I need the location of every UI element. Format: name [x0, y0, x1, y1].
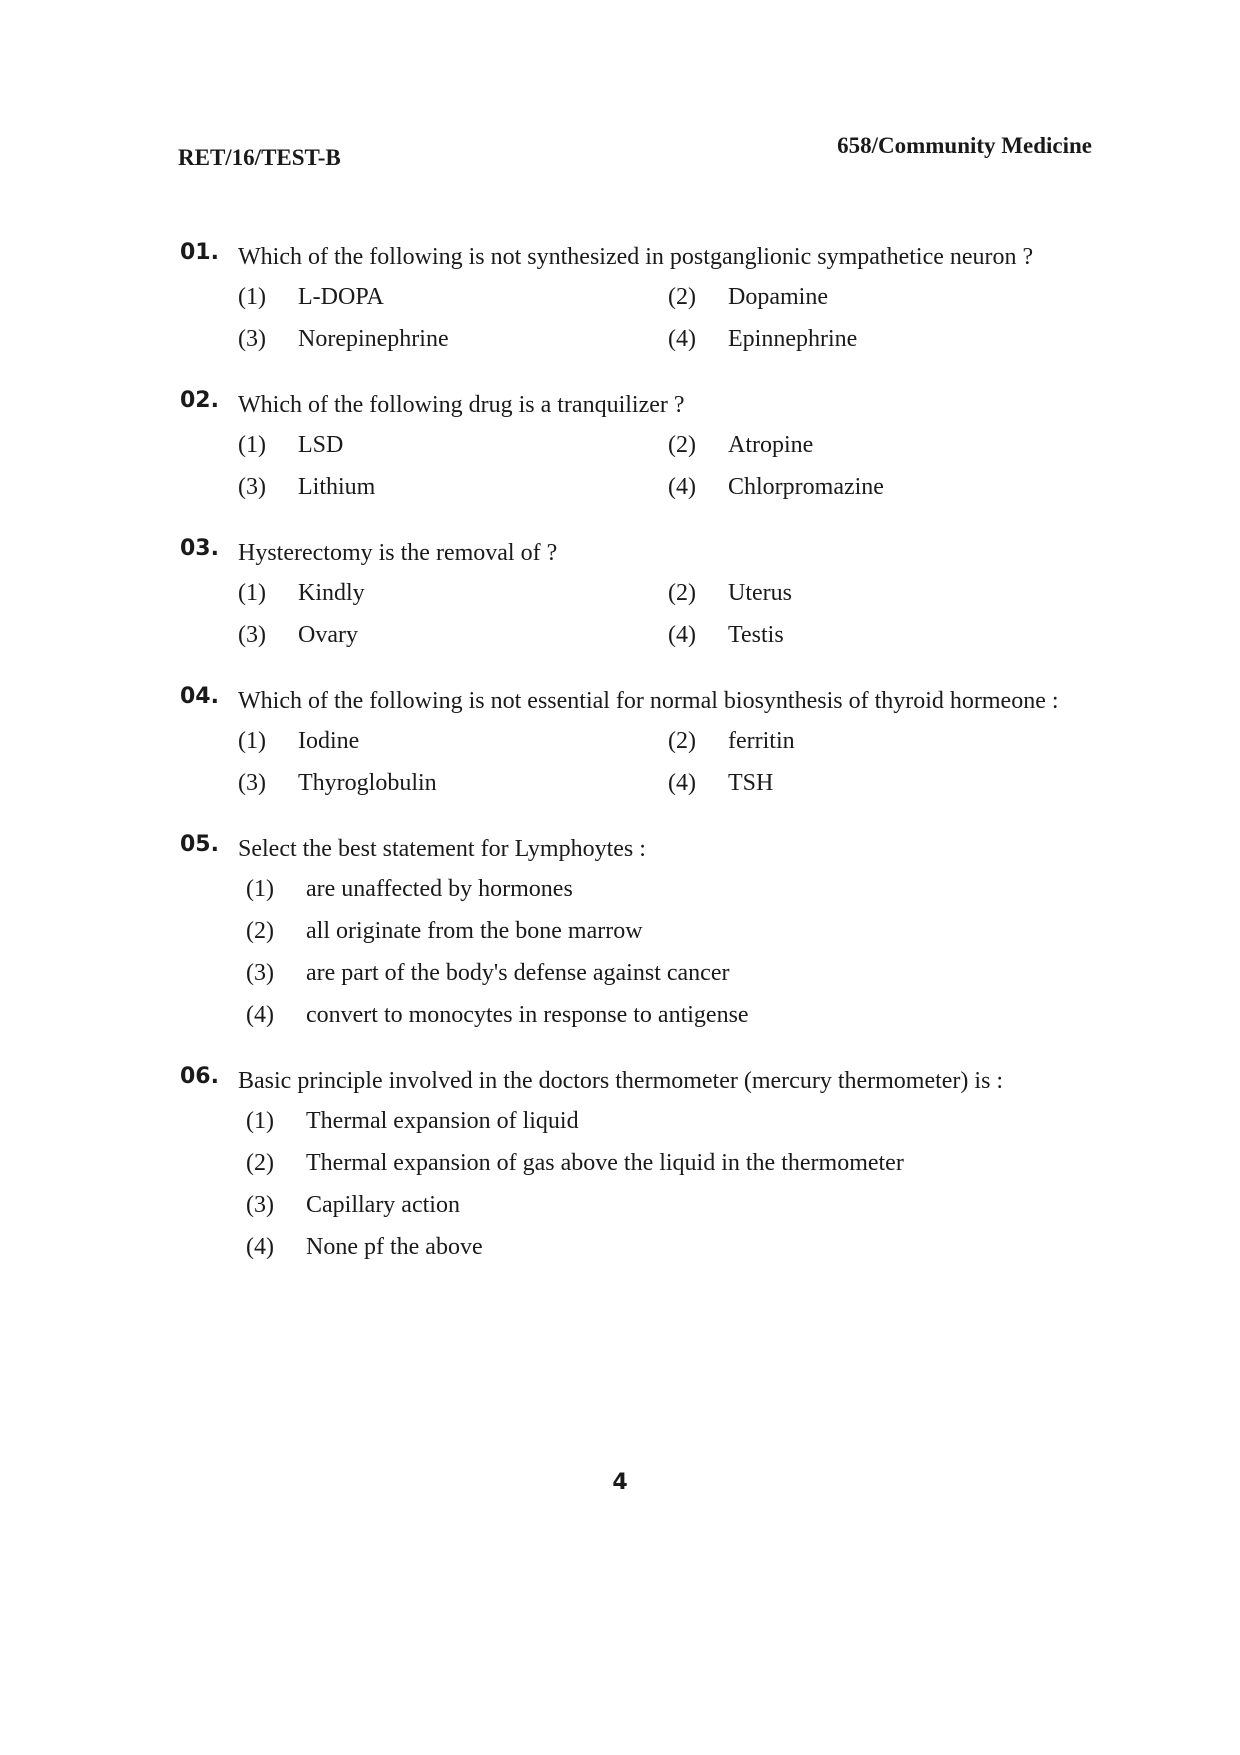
question-number: 03. — [180, 536, 219, 561]
option-2: (2) Thermal expansion of gas above the liquid in the thermometer — [246, 1150, 904, 1176]
question-text: Which of the following is not essential for normal biosynthesis of thyroid hormeone : — [238, 688, 1059, 714]
question-number: 05. — [180, 832, 219, 857]
option-1: (1) L-DOPA — [238, 284, 384, 310]
question-text: Select the best statement for Lymphoytes : — [238, 836, 646, 862]
option-3: (3) Thyroglobulin — [238, 770, 437, 796]
question-text: Which of the following drug is a tranquilizer ? — [238, 392, 685, 418]
question-text: Which of the following is not synthesized in postganglionic sympathetice neuron ? — [238, 244, 1034, 270]
option-3: (3) Norepinephrine — [238, 326, 449, 352]
options-grid — [238, 576, 1100, 652]
question-number: 02. — [180, 388, 219, 413]
paper-code: RET/16/TEST-B — [178, 145, 341, 170]
option-4: (4) TSH — [668, 770, 774, 796]
option-1: (1) are unaffected by hormones — [246, 876, 573, 902]
option-4: (4) Testis — [668, 622, 784, 648]
options-grid — [238, 724, 1100, 800]
options-grid — [238, 280, 1100, 356]
option-4: (4) convert to monocytes in response to antigense — [246, 1002, 749, 1028]
option-1: (1) LSD — [238, 432, 344, 458]
options-grid — [238, 428, 1100, 504]
question-03 — [180, 536, 1100, 652]
option-2: (2) ferritin — [668, 728, 795, 754]
option-4: (4) None pf the above — [246, 1234, 483, 1260]
question-text: Basic principle involved in the doctors thermometer (mercury thermometer) is : — [238, 1068, 1004, 1094]
question-05 — [180, 832, 1100, 1032]
page-number: 4 — [612, 1470, 628, 1495]
question-text: Hysterectomy is the removal of ? — [238, 540, 558, 566]
option-1: (1) Kindly — [238, 580, 365, 606]
question-list — [180, 240, 1100, 1296]
question-number: 06. — [180, 1064, 219, 1089]
question-number: 04. — [180, 684, 219, 709]
option-3: (3) are part of the body's defense against cancer — [246, 960, 730, 986]
subject-title: 658/Community Medicine — [837, 133, 1092, 158]
question-04 — [180, 684, 1100, 800]
question-01 — [180, 240, 1100, 356]
option-3: (3) Capillary action — [246, 1192, 460, 1218]
question-06 — [180, 1064, 1100, 1264]
option-3: (3) Ovary — [238, 622, 358, 648]
option-2: (2) Atropine — [668, 432, 814, 458]
page-header — [178, 133, 1092, 173]
option-1: (1) Thermal expansion of liquid — [246, 1108, 579, 1134]
option-3: (3) Lithium — [238, 474, 376, 500]
option-1: (1) Iodine — [238, 728, 360, 754]
option-2: (2) all originate from the bone marrow — [246, 918, 643, 944]
option-4: (4) Epinnephrine — [668, 326, 858, 352]
question-number: 01. — [180, 240, 219, 265]
options-list — [246, 1104, 1100, 1264]
option-4: (4) Chlorpromazine — [668, 474, 884, 500]
option-2: (2) Dopamine — [668, 284, 828, 310]
question-02 — [180, 388, 1100, 504]
option-2: (2) Uterus — [668, 580, 792, 606]
options-list — [246, 872, 1100, 1032]
